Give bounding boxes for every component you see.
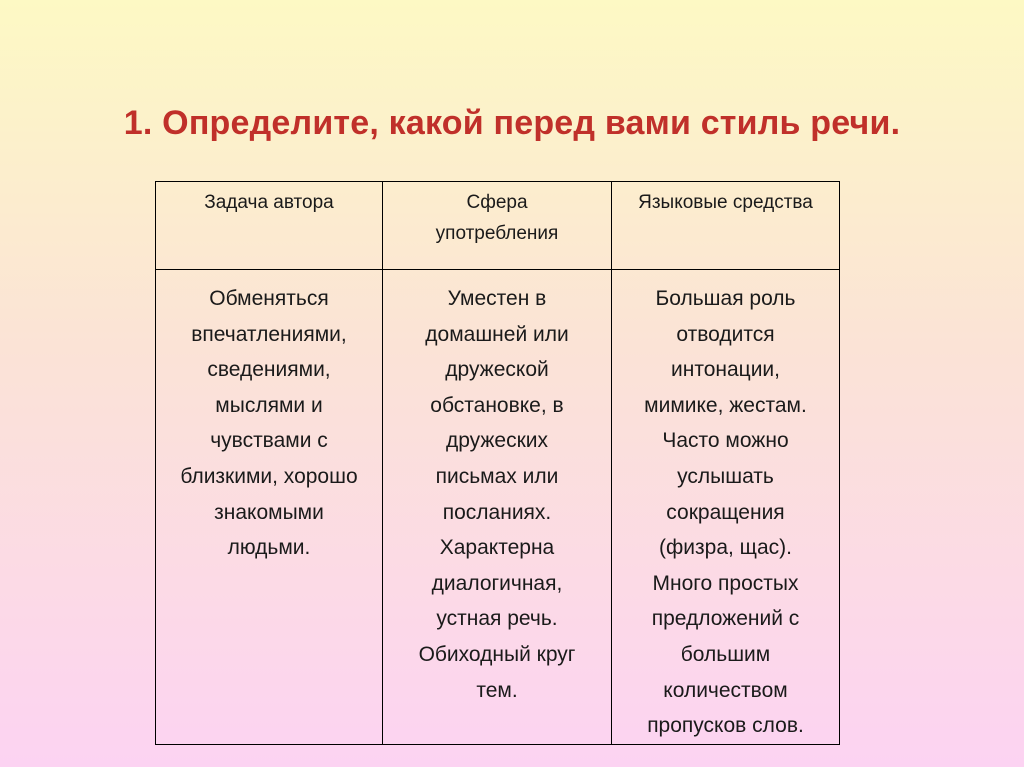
cell-line: (физра, щас). [659, 536, 792, 560]
cell-line: дружеской [445, 358, 549, 382]
cell-line: людьми. [227, 536, 311, 560]
cell-line: количеством [663, 678, 788, 702]
cell-line: отводится [676, 322, 775, 346]
cell-line: впечатлениями, [191, 322, 347, 346]
cell-line: обстановке, в [430, 393, 564, 417]
cell-line: мимике, жестам. [644, 393, 807, 417]
cell-line: мыслями и [215, 393, 323, 417]
cell-line: интонации, [671, 358, 780, 382]
cell-line: письмах или [435, 464, 559, 488]
cell-line: Задача автора [204, 192, 334, 213]
cell-line: Характерна [439, 536, 555, 560]
cell-line: Языковые средства [638, 192, 813, 213]
cell-line: сокращения [666, 500, 785, 524]
header-author-task [156, 182, 383, 270]
cell-line: тем. [476, 678, 518, 702]
cell-author-task [156, 270, 383, 745]
cell-usage-sphere [383, 270, 612, 745]
cell-line: Много простых [652, 571, 799, 595]
cell-line: диалогичная, [431, 571, 563, 595]
cell-line: Большая роль [655, 287, 796, 310]
cell-line: Обиходный круг [418, 642, 576, 666]
cell-line: дружеских [445, 429, 549, 453]
slide-title: 1. Определите, какой перед вами стиль речи. [123, 104, 901, 142]
cell-line: пропусков слов. [647, 714, 804, 738]
header-language-means [612, 182, 840, 270]
cell-line: близкими, хорошо [180, 464, 358, 488]
speech-style-table [155, 181, 840, 745]
table-header-row [156, 182, 840, 270]
cell-line: предложений с [651, 607, 800, 631]
cell-line: Сфера [466, 192, 528, 213]
cell-line: сведениями, [207, 358, 331, 382]
cell-line: домашней или [425, 322, 569, 346]
table-body-row [156, 270, 840, 745]
cell-line: знакомыми [214, 500, 324, 524]
cell-language-means [612, 270, 840, 745]
cell-line: посланиях. [442, 500, 552, 524]
cell-line: Обменяться [209, 287, 329, 310]
cell-line: Уместен в [447, 287, 547, 310]
cell-line: чувствами с [210, 429, 328, 453]
cell-line: устная речь. [436, 607, 558, 631]
cell-line: употребления [435, 223, 559, 244]
cell-line: Часто можно [662, 429, 789, 453]
header-usage-sphere [383, 182, 612, 270]
cell-line: услышать [677, 464, 774, 488]
cell-line: большим [680, 642, 771, 666]
